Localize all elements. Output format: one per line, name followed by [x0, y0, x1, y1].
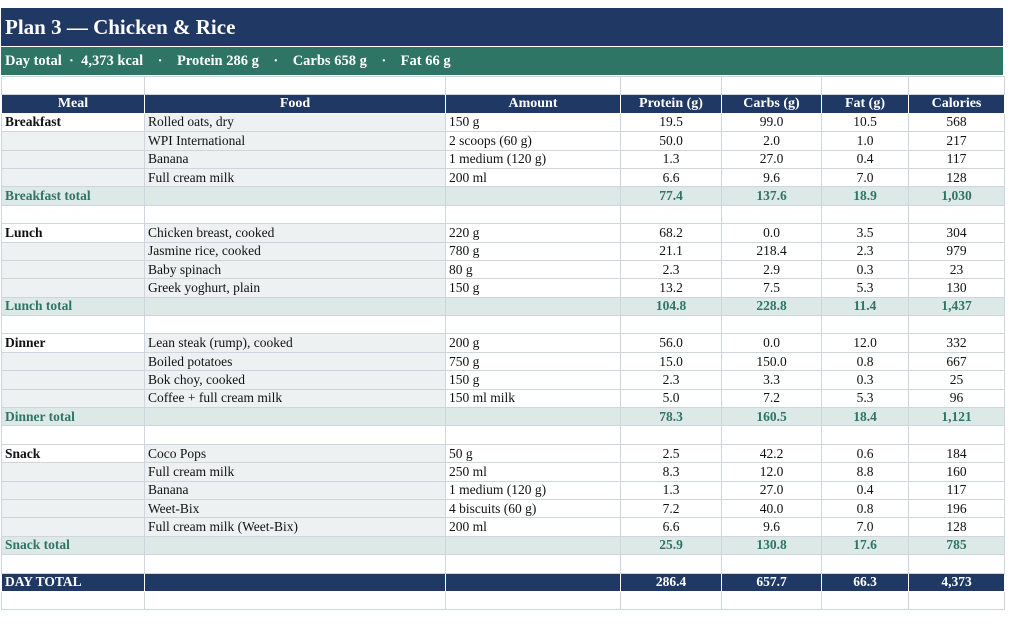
value-cell[interactable]: 40.0 — [722, 499, 822, 517]
day-total-value[interactable]: 66.3 — [822, 573, 909, 591]
total-value-cell[interactable]: 11.4 — [822, 297, 909, 315]
food-cell[interactable]: Bok choy, cooked — [145, 371, 446, 389]
amount-cell[interactable]: 780 g — [446, 242, 621, 260]
empty-cell[interactable] — [145, 205, 446, 223]
empty-cell[interactable] — [2, 591, 145, 609]
value-cell[interactable]: 27.0 — [722, 481, 822, 499]
value-cell[interactable]: 1.3 — [621, 150, 722, 168]
value-cell[interactable]: 3.3 — [722, 371, 822, 389]
value-cell[interactable]: 0.4 — [822, 150, 909, 168]
empty-cell[interactable] — [822, 426, 909, 444]
empty-cell[interactable] — [909, 555, 1005, 573]
food-row — [2, 499, 1005, 517]
food-row — [2, 242, 1005, 260]
value-cell[interactable]: 160 — [909, 463, 1005, 481]
food-cell[interactable]: Chicken breast, cooked — [145, 224, 446, 242]
column-header[interactable]: Carbs (g) — [722, 95, 822, 113]
empty-cell[interactable] — [446, 555, 621, 573]
amount-cell[interactable]: 50 g — [446, 444, 621, 462]
empty-cell[interactable] — [145, 426, 446, 444]
day-total-value[interactable]: 286.4 — [621, 573, 722, 591]
value-cell[interactable]: 568 — [909, 113, 1005, 131]
value-cell[interactable]: 0.8 — [822, 352, 909, 370]
value-cell[interactable]: 15.0 — [621, 352, 722, 370]
value-cell[interactable]: 96 — [909, 389, 1005, 407]
value-cell[interactable]: 19.5 — [621, 113, 722, 131]
value-cell[interactable]: 10.5 — [822, 113, 909, 131]
empty-cell[interactable] — [909, 77, 1005, 95]
amount-cell[interactable]: 200 ml — [446, 518, 621, 536]
meal-name-cell[interactable]: Dinner — [2, 334, 145, 352]
value-cell[interactable]: 21.1 — [621, 242, 722, 260]
value-cell[interactable]: 7.2 — [722, 389, 822, 407]
empty-cell[interactable] — [145, 316, 446, 334]
empty-cell[interactable] — [621, 205, 722, 223]
value-cell[interactable]: 99.0 — [722, 113, 822, 131]
total-value-cell[interactable]: 1,121 — [909, 408, 1005, 426]
empty-cell[interactable] — [909, 316, 1005, 334]
amount-cell[interactable]: 200 ml — [446, 168, 621, 186]
value-cell[interactable]: 304 — [909, 224, 1005, 242]
food-row — [2, 481, 1005, 499]
amount-cell[interactable]: 80 g — [446, 260, 621, 278]
total-value-cell[interactable]: 78.3 — [621, 408, 722, 426]
meal-name-cell[interactable] — [2, 260, 145, 278]
total-value-cell[interactable]: 17.6 — [822, 536, 909, 554]
meal-name-cell[interactable] — [2, 168, 145, 186]
value-cell[interactable]: 7.5 — [722, 279, 822, 297]
empty-cell[interactable] — [822, 555, 909, 573]
value-cell[interactable]: 667 — [909, 352, 1005, 370]
meal-name-cell[interactable] — [2, 242, 145, 260]
empty-cell[interactable] — [145, 573, 446, 591]
empty-cell[interactable] — [722, 316, 822, 334]
value-cell[interactable]: 23 — [909, 260, 1005, 278]
total-value-cell[interactable]: 104.8 — [621, 297, 722, 315]
column-header[interactable]: Food — [145, 95, 446, 113]
value-cell[interactable]: 128 — [909, 518, 1005, 536]
food-cell[interactable]: WPI International — [145, 132, 446, 150]
empty-cell[interactable] — [909, 205, 1005, 223]
meal-name-cell[interactable] — [2, 389, 145, 407]
meal-total-label[interactable]: Breakfast total — [2, 187, 145, 205]
food-cell[interactable]: Rolled oats, dry — [145, 113, 446, 131]
empty-cell[interactable] — [909, 426, 1005, 444]
meal-total-row — [2, 408, 1005, 426]
meal-name-cell[interactable]: Lunch — [2, 224, 145, 242]
empty-cell[interactable] — [145, 536, 446, 554]
empty-cell[interactable] — [2, 205, 145, 223]
food-row — [2, 113, 1005, 131]
value-cell[interactable]: 50.0 — [621, 132, 722, 150]
value-cell[interactable]: 1.3 — [621, 481, 722, 499]
meal-name-cell[interactable] — [2, 481, 145, 499]
meal-name-cell[interactable] — [2, 371, 145, 389]
column-header[interactable]: Meal — [2, 95, 145, 113]
food-cell[interactable]: Full cream milk (Weet-Bix) — [145, 518, 446, 536]
value-cell[interactable]: 12.0 — [822, 334, 909, 352]
value-cell[interactable]: 2.0 — [722, 132, 822, 150]
empty-cell[interactable] — [621, 555, 722, 573]
day-total-value[interactable]: 657.7 — [722, 573, 822, 591]
spacer-row — [2, 426, 1005, 444]
empty-cell[interactable] — [145, 408, 446, 426]
meal-name-cell[interactable]: Breakfast — [2, 113, 145, 131]
meal-total-label[interactable]: Dinner total — [2, 408, 145, 426]
empty-cell[interactable] — [145, 555, 446, 573]
empty-cell[interactable] — [621, 591, 722, 609]
value-cell[interactable]: 42.2 — [722, 444, 822, 462]
meal-total-label[interactable]: Lunch total — [2, 297, 145, 315]
food-cell[interactable]: Jasmine rice, cooked — [145, 242, 446, 260]
value-cell[interactable]: 0.8 — [822, 499, 909, 517]
food-row — [2, 352, 1005, 370]
total-value-cell[interactable]: 160.5 — [722, 408, 822, 426]
value-cell[interactable]: 13.2 — [621, 279, 722, 297]
column-header[interactable]: Protein (g) — [621, 95, 722, 113]
amount-cell[interactable]: 1 medium (120 g) — [446, 481, 621, 499]
empty-cell[interactable] — [145, 591, 446, 609]
meal-name-cell[interactable] — [2, 518, 145, 536]
empty-cell[interactable] — [822, 316, 909, 334]
amount-cell[interactable]: 220 g — [446, 224, 621, 242]
spacer-row — [2, 316, 1005, 334]
food-row — [2, 224, 1005, 242]
column-header[interactable]: Amount — [446, 95, 621, 113]
value-cell[interactable]: 128 — [909, 168, 1005, 186]
food-cell[interactable]: Greek yoghurt, plain — [145, 279, 446, 297]
amount-cell[interactable]: 150 ml milk — [446, 389, 621, 407]
day-total-label[interactable]: DAY TOTAL — [2, 573, 145, 591]
empty-cell[interactable] — [145, 297, 446, 315]
meal-total-row — [2, 536, 1005, 554]
empty-cell[interactable] — [446, 591, 621, 609]
value-cell[interactable]: 25 — [909, 371, 1005, 389]
total-value-cell[interactable]: 228.8 — [722, 297, 822, 315]
value-cell[interactable]: 7.2 — [621, 499, 722, 517]
meal-name-cell[interactable] — [2, 279, 145, 297]
value-cell[interactable]: 0.4 — [822, 481, 909, 499]
value-cell[interactable]: 9.6 — [722, 168, 822, 186]
food-row — [2, 168, 1005, 186]
food-cell[interactable]: Banana — [145, 150, 446, 168]
empty-cell[interactable] — [722, 205, 822, 223]
plan-title: Plan 3 — Chicken & Rice — [1, 8, 1003, 46]
food-row — [2, 150, 1005, 168]
food-row — [2, 389, 1005, 407]
amount-cell[interactable]: 150 g — [446, 279, 621, 297]
empty-cell[interactable] — [2, 555, 145, 573]
meal-total-row — [2, 187, 1005, 205]
meal-name-cell[interactable] — [2, 499, 145, 517]
empty-cell[interactable] — [2, 77, 145, 95]
day-summary: Day total · 4,373 kcal · Protein 286 g · Carbs 658 g · Fat 66 g — [1, 47, 1003, 75]
meal-plan-table — [1, 76, 1005, 610]
amount-cell[interactable]: 150 g — [446, 113, 621, 131]
value-cell[interactable]: 332 — [909, 334, 1005, 352]
value-cell[interactable]: 27.0 — [722, 150, 822, 168]
food-row — [2, 518, 1005, 536]
value-cell[interactable]: 130 — [909, 279, 1005, 297]
day-total-value[interactable]: 4,373 — [909, 573, 1005, 591]
value-cell[interactable]: 6.6 — [621, 168, 722, 186]
empty-cell[interactable] — [621, 77, 722, 95]
empty-cell[interactable] — [822, 591, 909, 609]
total-value-cell[interactable]: 18.9 — [822, 187, 909, 205]
value-cell[interactable]: 150.0 — [722, 352, 822, 370]
empty-cell[interactable] — [446, 205, 621, 223]
amount-cell[interactable]: 750 g — [446, 352, 621, 370]
value-cell[interactable]: 979 — [909, 242, 1005, 260]
value-cell[interactable]: 117 — [909, 150, 1005, 168]
empty-cell[interactable] — [446, 426, 621, 444]
food-cell[interactable]: Coffee + full cream milk — [145, 389, 446, 407]
meal-name-cell[interactable] — [2, 132, 145, 150]
total-value-cell[interactable]: 785 — [909, 536, 1005, 554]
total-value-cell[interactable]: 1,030 — [909, 187, 1005, 205]
empty-cell[interactable] — [722, 77, 822, 95]
food-cell[interactable]: Full cream milk — [145, 168, 446, 186]
empty-cell[interactable] — [722, 591, 822, 609]
empty-cell[interactable] — [822, 205, 909, 223]
food-row — [2, 371, 1005, 389]
food-row — [2, 132, 1005, 150]
value-cell[interactable]: 56.0 — [621, 334, 722, 352]
value-cell[interactable]: 5.3 — [822, 389, 909, 407]
amount-cell[interactable]: 150 g — [446, 371, 621, 389]
header-row — [2, 95, 1005, 113]
spacer-row — [2, 555, 1005, 573]
food-cell[interactable]: Full cream milk — [145, 463, 446, 481]
value-cell[interactable]: 2.9 — [722, 260, 822, 278]
value-cell[interactable]: 7.0 — [822, 168, 909, 186]
total-value-cell[interactable]: 1,437 — [909, 297, 1005, 315]
value-cell[interactable]: 8.8 — [822, 463, 909, 481]
food-cell[interactable]: Weet-Bix — [145, 499, 446, 517]
value-cell[interactable]: 8.3 — [621, 463, 722, 481]
empty-cell[interactable] — [621, 316, 722, 334]
total-value-cell[interactable]: 137.6 — [722, 187, 822, 205]
value-cell[interactable]: 2.3 — [621, 371, 722, 389]
meal-name-cell[interactable] — [2, 463, 145, 481]
empty-cell[interactable] — [909, 591, 1005, 609]
empty-cell[interactable] — [722, 555, 822, 573]
value-cell[interactable]: 9.6 — [722, 518, 822, 536]
amount-cell[interactable]: 2 scoops (60 g) — [446, 132, 621, 150]
value-cell[interactable]: 218.4 — [722, 242, 822, 260]
value-cell[interactable]: 184 — [909, 444, 1005, 462]
amount-cell[interactable]: 1 medium (120 g) — [446, 150, 621, 168]
meal-name-cell[interactable] — [2, 150, 145, 168]
value-cell[interactable]: 2.3 — [822, 242, 909, 260]
food-cell[interactable]: Boiled potatoes — [145, 352, 446, 370]
empty-cell[interactable] — [446, 573, 621, 591]
value-cell[interactable]: 117 — [909, 481, 1005, 499]
empty-cell[interactable] — [145, 187, 446, 205]
food-cell[interactable]: Baby spinach — [145, 260, 446, 278]
value-cell[interactable]: 7.0 — [822, 518, 909, 536]
food-cell[interactable]: Lean steak (rump), cooked — [145, 334, 446, 352]
value-cell[interactable]: 5.3 — [822, 279, 909, 297]
empty-cell[interactable] — [446, 77, 621, 95]
empty-cell[interactable] — [2, 426, 145, 444]
total-value-cell[interactable]: 77.4 — [621, 187, 722, 205]
value-cell[interactable]: 6.6 — [621, 518, 722, 536]
total-value-cell[interactable]: 18.4 — [822, 408, 909, 426]
food-cell[interactable]: Banana — [145, 481, 446, 499]
value-cell[interactable]: 5.0 — [621, 389, 722, 407]
value-cell[interactable]: 2.3 — [621, 260, 722, 278]
empty-cell[interactable] — [822, 77, 909, 95]
amount-cell[interactable]: 4 biscuits (60 g) — [446, 499, 621, 517]
spacer-row — [2, 591, 1005, 609]
empty-cell[interactable] — [446, 316, 621, 334]
meal-total-label[interactable]: Snack total — [2, 536, 145, 554]
value-cell[interactable]: 0.0 — [722, 224, 822, 242]
value-cell[interactable]: 68.2 — [621, 224, 722, 242]
empty-cell[interactable] — [446, 536, 621, 554]
food-row — [2, 463, 1005, 481]
empty-cell[interactable] — [446, 187, 621, 205]
spacer-row — [2, 205, 1005, 223]
food-row — [2, 444, 1005, 462]
amount-cell[interactable]: 250 ml — [446, 463, 621, 481]
value-cell[interactable]: 0.3 — [822, 260, 909, 278]
empty-cell[interactable] — [446, 408, 621, 426]
total-value-cell[interactable]: 130.8 — [722, 536, 822, 554]
empty-cell[interactable] — [2, 316, 145, 334]
day-total-row — [2, 573, 1005, 591]
empty-cell[interactable] — [621, 426, 722, 444]
value-cell[interactable]: 196 — [909, 499, 1005, 517]
meal-total-row — [2, 297, 1005, 315]
value-cell[interactable]: 12.0 — [722, 463, 822, 481]
meal-name-cell[interactable] — [2, 352, 145, 370]
spacer-row — [2, 77, 1005, 95]
column-header[interactable]: Fat (g) — [822, 95, 909, 113]
value-cell[interactable]: 3.5 — [822, 224, 909, 242]
value-cell[interactable]: 2.5 — [621, 444, 722, 462]
value-cell[interactable]: 1.0 — [822, 132, 909, 150]
food-row — [2, 334, 1005, 352]
value-cell[interactable]: 0.3 — [822, 371, 909, 389]
total-value-cell[interactable]: 25.9 — [621, 536, 722, 554]
food-row — [2, 260, 1005, 278]
column-header[interactable]: Calories — [909, 95, 1005, 113]
food-row — [2, 279, 1005, 297]
value-cell[interactable]: 0.6 — [822, 444, 909, 462]
food-cell[interactable]: Coco Pops — [145, 444, 446, 462]
value-cell[interactable]: 0.0 — [722, 334, 822, 352]
empty-cell[interactable] — [722, 426, 822, 444]
meal-name-cell[interactable]: Snack — [2, 444, 145, 462]
value-cell[interactable]: 217 — [909, 132, 1005, 150]
empty-cell[interactable] — [446, 297, 621, 315]
amount-cell[interactable]: 200 g — [446, 334, 621, 352]
empty-cell[interactable] — [145, 77, 446, 95]
